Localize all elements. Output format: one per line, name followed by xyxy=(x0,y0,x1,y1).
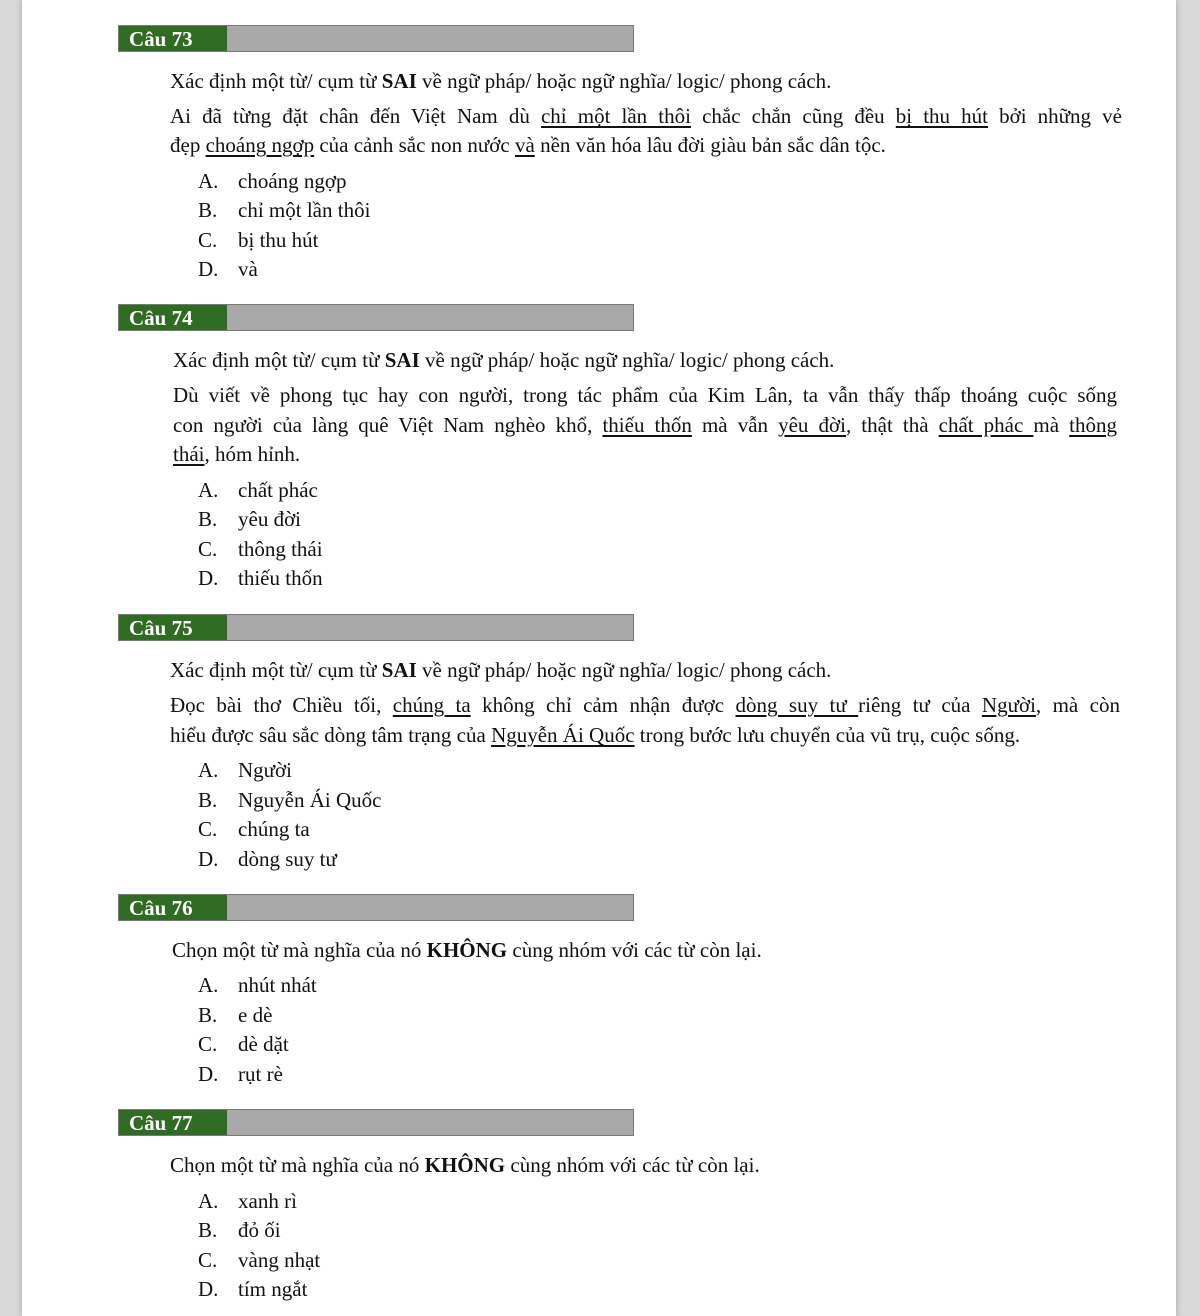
question-text-line: con người của làng quê Việt Nam nghèo khổ, thiếu thốn mà vẫn yêu đời, thật thà chất phác mà thông xyxy=(173,413,1118,437)
question-header xyxy=(118,1109,634,1136)
document-page xyxy=(22,0,1176,1316)
question-text-line: Dù viết về phong tục hay con người, trong tác phẩm của Kim Lân, ta vẫn thấy thấp thoáng cuộc sống xyxy=(173,383,1117,407)
header-bar xyxy=(227,1110,633,1135)
answer-option-c[interactable]: C. bị thu hút xyxy=(198,228,319,252)
header-bar xyxy=(227,615,633,640)
answer-option-b[interactable]: B. chỉ một lần thôi xyxy=(198,198,371,222)
question-header xyxy=(118,25,634,52)
question-header xyxy=(118,614,634,641)
answer-option-a[interactable]: A. xanh rì xyxy=(198,1189,297,1213)
question-instruction: Chọn một từ mà nghĩa của nó KHÔNG cùng nhóm với các từ còn lại. xyxy=(172,938,762,962)
question-text-line: Đọc bài thơ Chiều tối, chúng ta không chỉ cảm nhận được dòng suy tư riêng tư của Người, mà còn xyxy=(170,693,1120,717)
answer-option-c[interactable]: C. dè dặt xyxy=(198,1032,289,1056)
question-instruction: Xác định một từ/ cụm từ SAI về ngữ pháp/ hoặc ngữ nghĩa/ logic/ phong cách. xyxy=(170,658,832,682)
answer-option-a[interactable]: A. Người xyxy=(198,758,292,782)
question-label: Câu 76 xyxy=(119,895,227,920)
answer-option-c[interactable]: C. vàng nhạt xyxy=(198,1248,321,1272)
answer-option-a[interactable]: A. choáng ngợp xyxy=(198,169,347,193)
answer-option-a[interactable]: A. chất phác xyxy=(198,478,318,502)
question-text-line: hiểu được sâu sắc dòng tâm trạng của Nguyễn Ái Quốc trong bước lưu chuyển của vũ trụ, cuộc sống. xyxy=(170,723,1021,747)
question-instruction: Chọn một từ mà nghĩa của nó KHÔNG cùng nhóm với các từ còn lại. xyxy=(170,1153,760,1177)
question-instruction: Xác định một từ/ cụm từ SAI về ngữ pháp/ hoặc ngữ nghĩa/ logic/ phong cách. xyxy=(170,69,832,93)
question-text-line: đẹp choáng ngợp của cảnh sắc non nước và nền văn hóa lâu đời giàu bản sắc dân tộc. xyxy=(170,133,886,157)
answer-option-a[interactable]: A. nhút nhát xyxy=(198,973,317,997)
answer-option-c[interactable]: C. chúng ta xyxy=(198,817,310,841)
answer-option-d[interactable]: D. rụt rè xyxy=(198,1062,283,1086)
answer-option-b[interactable]: B. yêu đời xyxy=(198,507,302,531)
answer-option-b[interactable]: B. đỏ ối xyxy=(198,1218,281,1242)
question-label: Câu 75 xyxy=(119,615,227,640)
answer-option-c[interactable]: C. thông thái xyxy=(198,537,323,561)
question-text-line: thái, hóm hỉnh. xyxy=(173,442,301,466)
header-bar xyxy=(227,26,633,51)
header-bar xyxy=(227,895,633,920)
question-header xyxy=(118,304,634,331)
answer-option-d[interactable]: D. dòng suy tư xyxy=(198,847,337,871)
answer-option-b[interactable]: B. e dè xyxy=(198,1003,273,1027)
question-header xyxy=(118,894,634,921)
question-label: Câu 74 xyxy=(119,305,227,330)
question-instruction: Xác định một từ/ cụm từ SAI về ngữ pháp/ hoặc ngữ nghĩa/ logic/ phong cách. xyxy=(173,348,835,372)
answer-option-b[interactable]: B. Nguyễn Ái Quốc xyxy=(198,788,382,812)
question-text-line: Ai đã từng đặt chân đến Việt Nam dù chỉ một lần thôi chắc chắn cũng đều bị thu hút bởi những vẻ xyxy=(170,104,1122,128)
header-bar xyxy=(227,305,633,330)
question-label: Câu 77 xyxy=(119,1110,227,1135)
answer-option-d[interactable]: D. và xyxy=(198,257,258,281)
answer-option-d[interactable]: D. thiếu thốn xyxy=(198,566,323,590)
question-label: Câu 73 xyxy=(119,26,227,51)
answer-option-d[interactable]: D. tím ngắt xyxy=(198,1277,308,1301)
